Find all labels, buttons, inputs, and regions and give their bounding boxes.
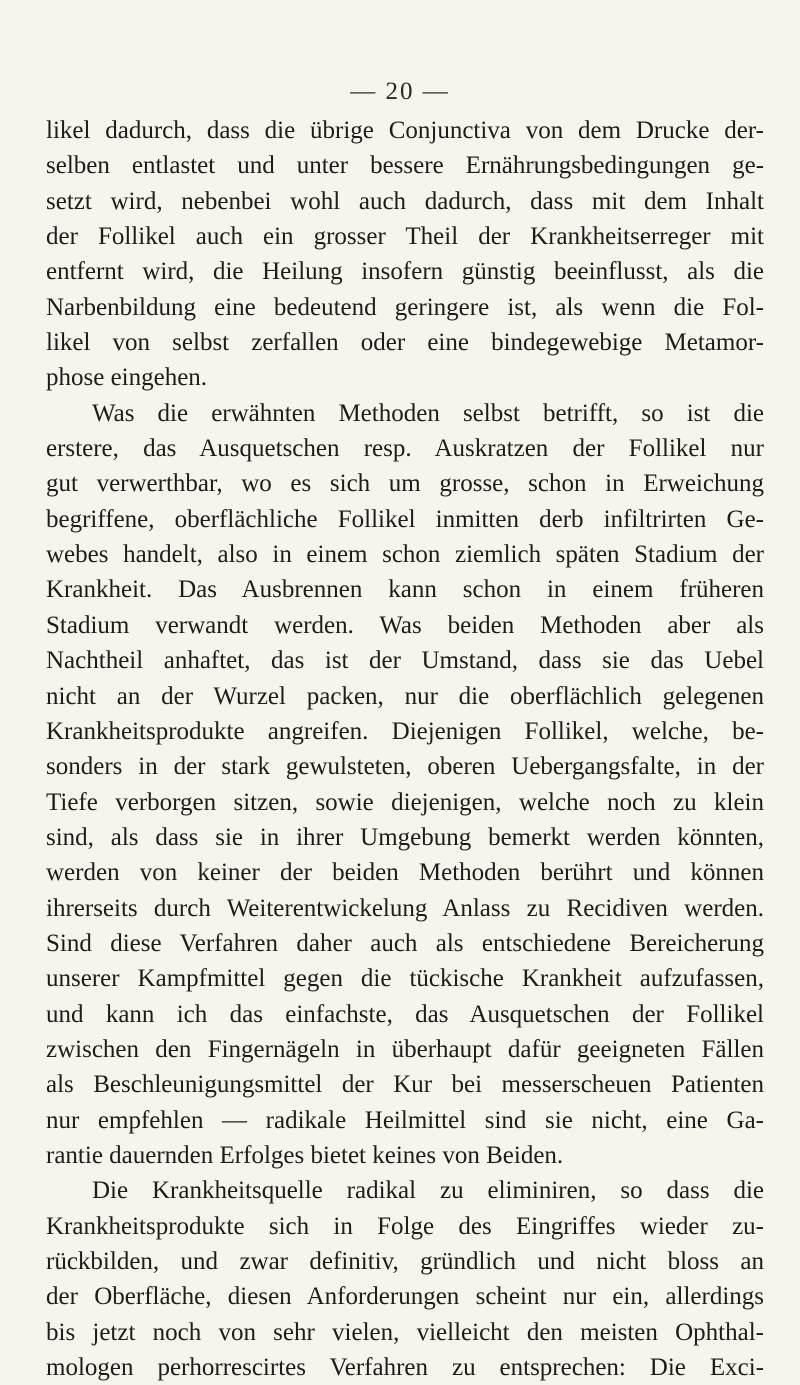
text-line-1: likel dadurch, dass die übrige Conjunctiva von dem Drucke der- (46, 117, 764, 144)
text-line-33: rückbilden, und zwar definitiv, gründlich und nicht bloss an (46, 1248, 764, 1275)
text-line-19: sonders in der stark gewulsteten, oberen Uebergangsfalte, in der (46, 753, 764, 781)
text-line-25: unserer Kampfmittel gegen die tückische Krankheit aufzufassen, (46, 965, 764, 993)
text-line-12: begriffene, oberflächliche Follikel inmitten derb infiltrirten Ge- (46, 505, 764, 533)
text-line-9: Was die erwähnten Methoden selbst betrifft, so ist die (92, 399, 764, 427)
text-line-34: der Oberfläche, diesen Anforderungen scheint nur ein, allerdings (46, 1283, 764, 1311)
text-line-23: ihrerseits durch Weiterentwickelung Anlass zu Recidiven werden. (46, 894, 764, 922)
body-text (46, 113, 764, 1385)
text-line-4: der Follikel auch ein grosser Theil der Krankheitserreger mit (46, 223, 764, 251)
text-line-28: als Beschleunigungsmittel der Kur bei messerscheuen Patienten (46, 1071, 764, 1099)
text-line-11: gut verwerthbar, wo es sich um grosse, schon in Erweichung (46, 470, 764, 498)
text-line-26: und kann ich das einfachste, das Ausquetschen der Follikel (46, 1000, 764, 1028)
text-line-27: zwischen den Fingernägeln in überhaupt dafür geeigneten Fällen (46, 1035, 764, 1063)
text-line-10: erstere, das Ausquetschen resp. Auskratzen der Follikel nur (46, 435, 764, 463)
text-line-18: Krankheitsprodukte angreifen. Diejenigen Follikel, welche, be- (46, 717, 764, 745)
text-line-32: Krankheitsprodukte sich in Folge des Eingriffes wieder zu- (46, 1212, 764, 1240)
text-line-13: webes handelt, also in einem schon ziemlich späten Stadium der (46, 541, 764, 569)
page-number: — 20 — (350, 78, 450, 105)
text-line-29: nur empfehlen — radikale Heilmittel sind sie nicht, eine Ga- (46, 1106, 764, 1134)
text-line-6: Narbenbildung eine bedeutend geringere ist, als wenn die Fol- (46, 293, 764, 321)
text-line-8: phose eingehen. (46, 364, 208, 392)
text-line-21: sind, als dass sie in ihrer Umgebung bemerkt werden könnten, (46, 823, 764, 851)
text-line-14: Krankheit. Das Ausbrennen kann schon in einem früheren (46, 576, 764, 604)
text-line-22: werden von keiner der beiden Methoden berührt und können (46, 859, 764, 887)
text-line-3: setzt wird, nebenbei wohl auch dadurch, dass mit dem Inhalt (46, 187, 764, 215)
text-line-2: selben entlastet und unter bessere Ernährungsbedingungen ge- (46, 152, 764, 180)
text-line-31: Die Krankheitsquelle radikal zu eliminiren, so dass die (92, 1177, 764, 1205)
text-line-35: bis jetzt noch von sehr vielen, vielleicht den meisten Ophthal- (46, 1318, 764, 1346)
text-line-7: likel von selbst zerfallen oder eine bindegewebige Metamor- (46, 329, 764, 357)
text-line-30: rantie dauernden Erfolges bietet keines von Beiden. (46, 1141, 564, 1169)
text-line-15: Stadium verwandt werden. Was beiden Methoden aber als (46, 611, 764, 639)
text-line-20: Tiefe verborgen sitzen, sowie diejenigen, welche noch zu klein (46, 788, 764, 816)
text-line-36: mologen perhorrescirtes Verfahren zu entsprechen: Die Exci- (46, 1354, 764, 1382)
text-line-17: nicht an der Wurzel packen, nur die oberflächlich gelegenen (46, 682, 764, 710)
text-line-24: Sind diese Verfahren daher auch als entschiedene Bereicherung (46, 929, 764, 957)
text-line-5: entfernt wird, die Heilung insofern günstig beeinflusst, als die (46, 258, 764, 286)
text-line-16: Nachtheil anhaftet, das ist der Umstand, dass sie das Uebel (46, 647, 764, 675)
